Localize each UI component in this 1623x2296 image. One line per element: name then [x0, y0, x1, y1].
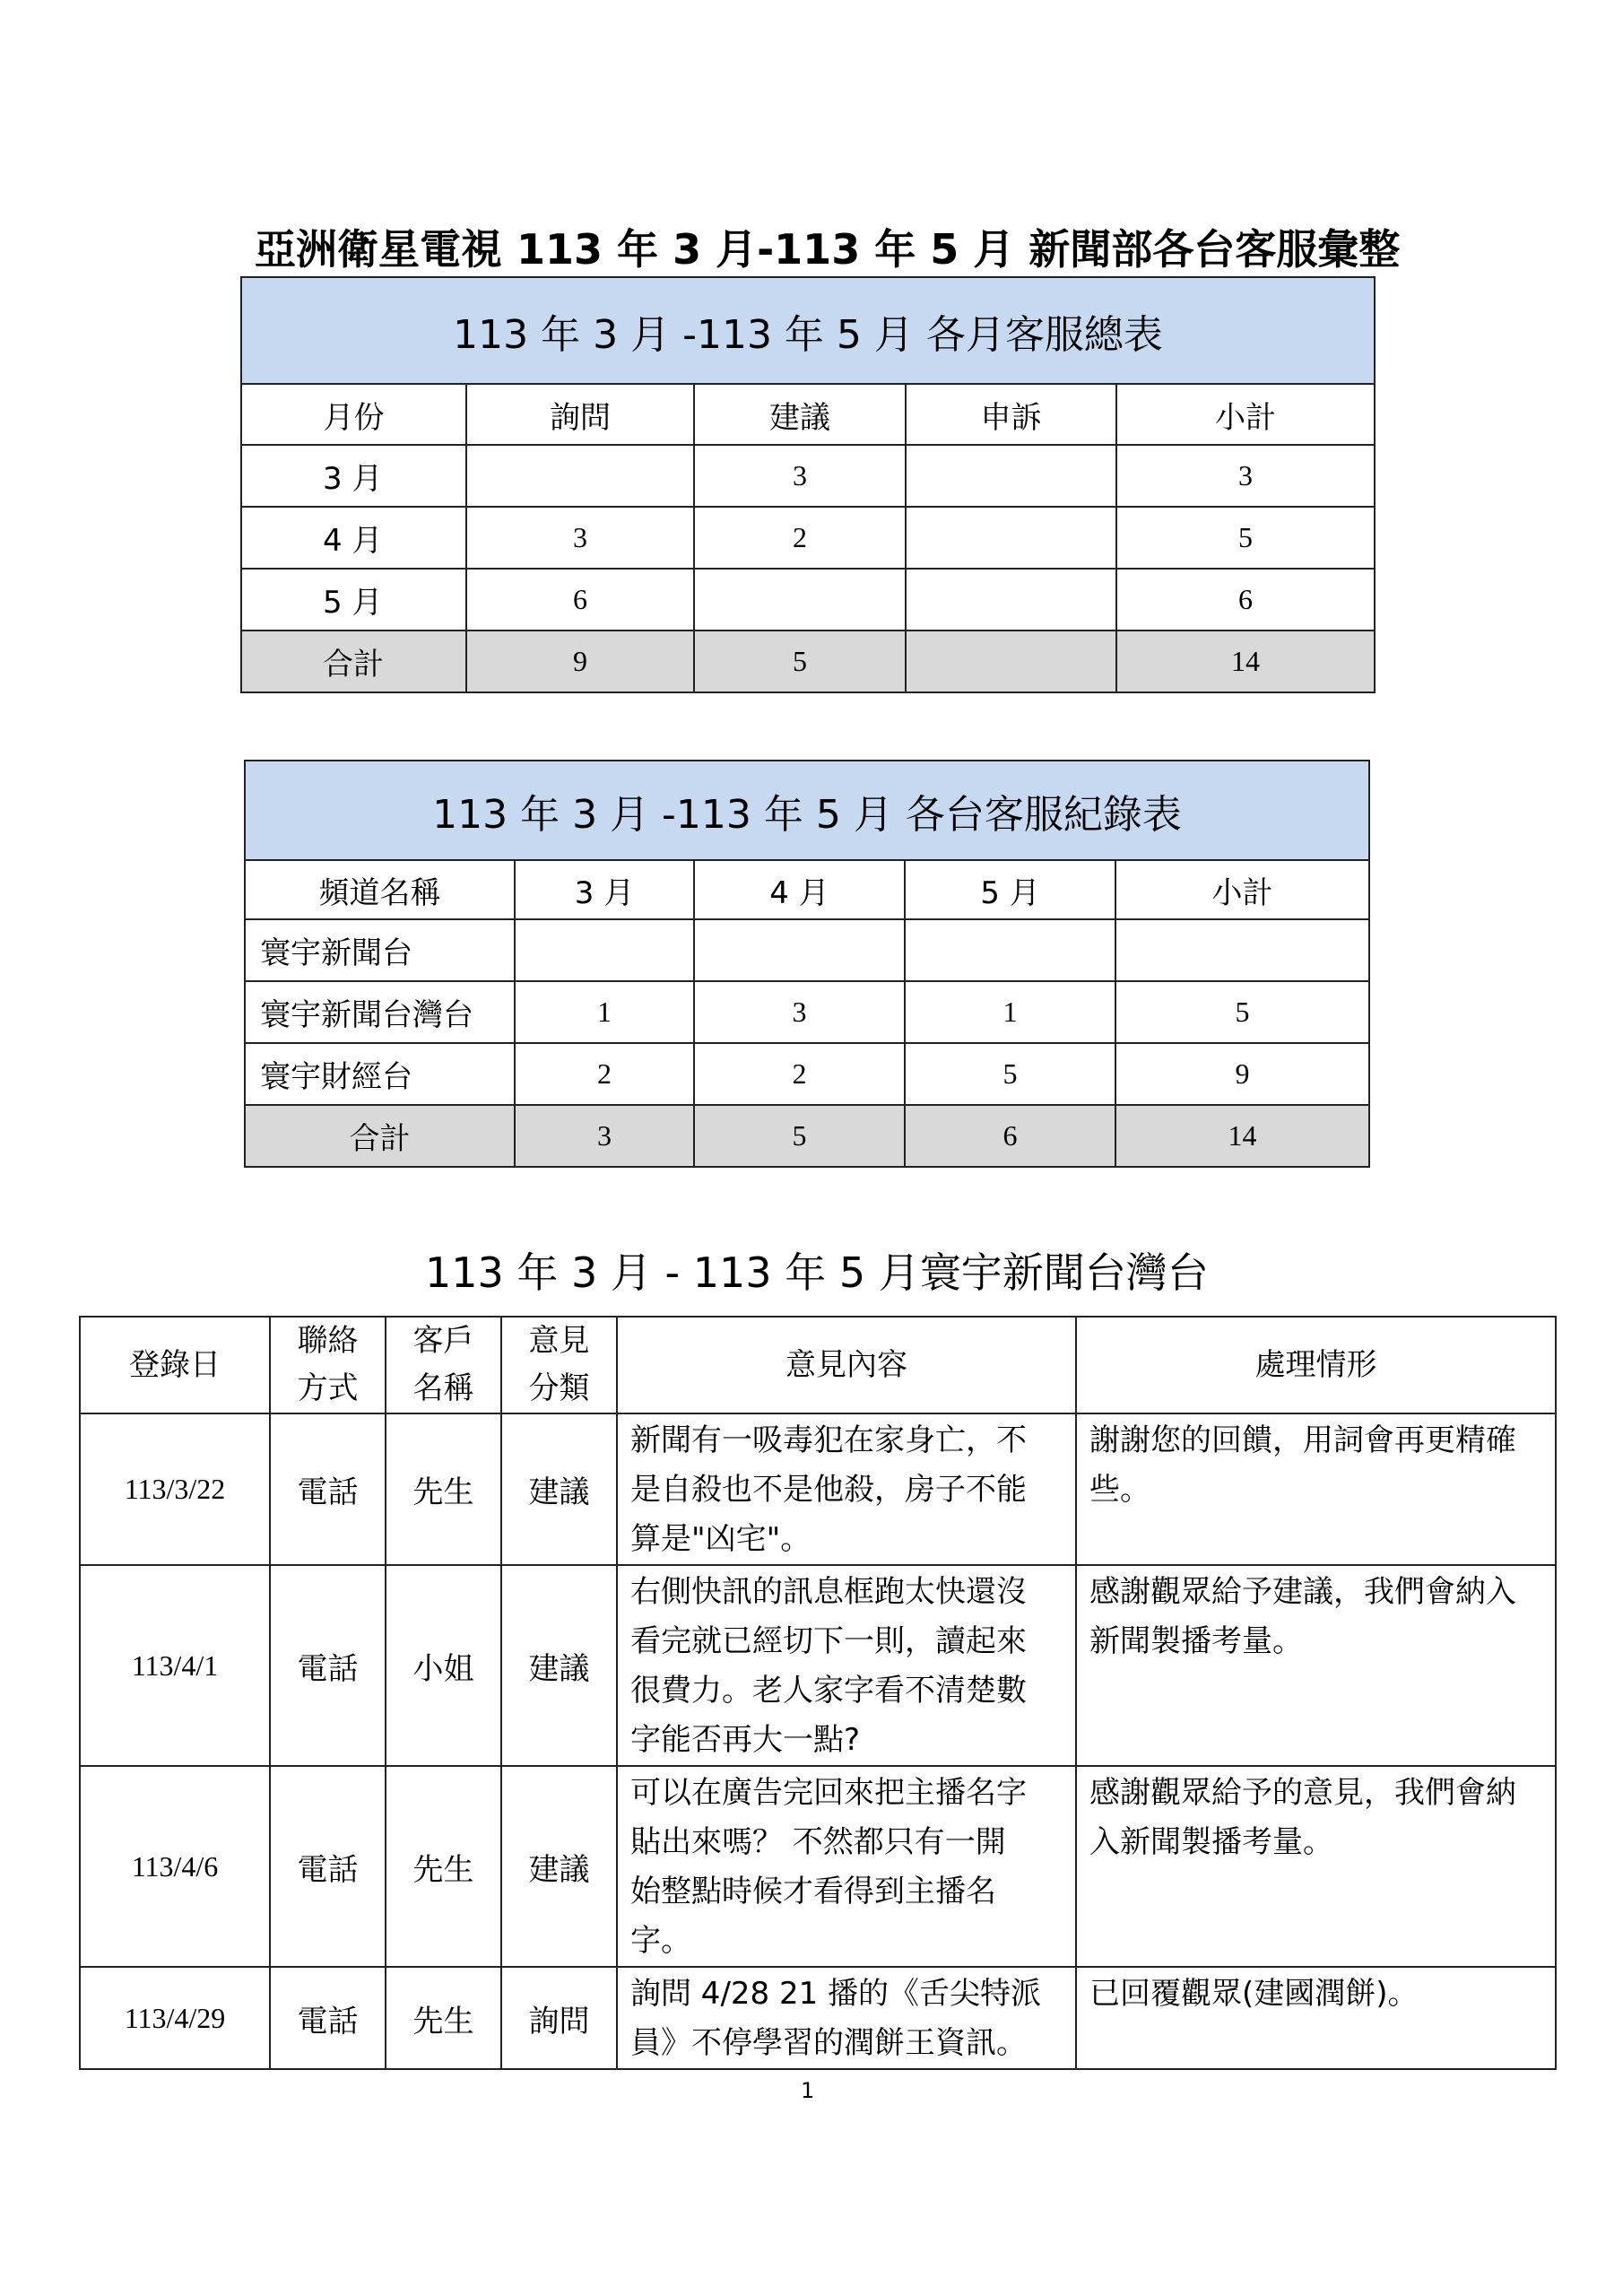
text-line: 員》不停學習的潤餅王資訊。 — [630, 2025, 1027, 2061]
text-line: 字。 — [630, 1923, 691, 1959]
header-line: 客戶 — [412, 1323, 474, 1359]
record-handling — [1076, 1766, 1556, 1967]
record-row — [80, 1565, 1556, 1766]
record-contact: 電話 — [270, 1413, 386, 1565]
table-cell: 3 — [466, 507, 694, 569]
text-line: 始整點時候才看得到主播名 — [630, 1874, 996, 1909]
record-date: 113/4/1 — [80, 1565, 270, 1766]
record-row — [80, 1967, 1556, 2069]
text-line: 已回覆觀眾(建國潤餅)。 — [1089, 1976, 1419, 2012]
table-cell — [694, 919, 905, 981]
page-number: 1 — [801, 2078, 815, 2103]
table-cell: 5 — [1115, 981, 1369, 1043]
summary-header-suggestion: 建議 — [694, 384, 906, 445]
total-label: 合計 — [241, 631, 466, 692]
table-cell: 3 — [694, 981, 905, 1043]
table-cell — [906, 631, 1116, 692]
header-line: 方式 — [297, 1370, 359, 1406]
channel-header-name: 頻道名稱 — [245, 860, 515, 919]
table-cell — [906, 569, 1116, 631]
record-content — [617, 1413, 1076, 1565]
total-label: 合計 — [245, 1105, 515, 1167]
record-category: 詢問 — [501, 1967, 617, 2069]
channel-header-may: 5 月 — [905, 860, 1115, 919]
table-cell: 1 — [515, 981, 694, 1043]
text-line: 些。 — [1089, 1472, 1150, 1508]
channel-header-subtotal: 小計 — [1115, 860, 1369, 919]
text-line: 謝謝您的回饋，用詞會再更精確 — [1089, 1422, 1516, 1458]
header-line: 聯絡 — [297, 1323, 359, 1359]
summary-header-subtotal: 小計 — [1116, 384, 1375, 445]
record-contact: 電話 — [270, 1766, 386, 1967]
record-category: 建議 — [501, 1565, 617, 1766]
table-row — [241, 445, 1375, 507]
text-line: 詢問 4/28 21 播的《舌尖特派 — [630, 1976, 1042, 2012]
text-line: 新聞製播考量。 — [1089, 1623, 1303, 1659]
table-cell: 2 — [515, 1043, 694, 1105]
table-cell: 3 — [515, 1105, 694, 1167]
record-contact: 電話 — [270, 1967, 386, 2069]
table-cell: 6 — [466, 569, 694, 631]
channel-name: 寰宇新聞台 — [245, 919, 515, 981]
record-content — [617, 1565, 1076, 1766]
table-row — [245, 919, 1369, 981]
summary-header-month: 月份 — [241, 384, 466, 445]
channel-name: 寰宇財經台 — [245, 1043, 515, 1105]
channel-record-table — [244, 760, 1370, 1168]
row-label: 3 月 — [241, 445, 466, 507]
table-row — [241, 569, 1375, 631]
table-cell: 6 — [1116, 569, 1375, 631]
channel-header-april: 4 月 — [694, 860, 905, 919]
table-row — [241, 507, 1375, 569]
records-header-customer — [386, 1317, 501, 1413]
text-line: 入新聞製播考量。 — [1089, 1824, 1333, 1860]
record-contact: 電話 — [270, 1565, 386, 1766]
record-category: 建議 — [501, 1413, 617, 1565]
text-line: 感謝觀眾給予建議，我們會納入 — [1089, 1574, 1516, 1610]
records-header-date: 登錄日 — [80, 1317, 270, 1413]
text-line: 感謝觀眾給予的意見，我們會納 — [1089, 1775, 1516, 1811]
table-cell: 6 — [905, 1105, 1115, 1167]
records-header-contact — [270, 1317, 386, 1413]
record-customer: 先生 — [386, 1413, 501, 1565]
table-cell: 14 — [1116, 631, 1375, 692]
text-line: 看完就已經切下一則，讀起來 — [630, 1623, 1027, 1659]
table-cell: 3 — [1116, 445, 1375, 507]
header-line: 分類 — [528, 1370, 590, 1406]
monthly-summary-table — [240, 276, 1376, 693]
summary-table-title: 113 年 3 月 -113 年 5 月 各月客服總表 — [241, 277, 1375, 384]
text-line: 新聞有一吸毒犯在家身亡，不 — [630, 1422, 1027, 1458]
total-row — [245, 1105, 1369, 1167]
table-cell — [1115, 919, 1369, 981]
table-cell: 2 — [694, 507, 906, 569]
table-cell: 5 — [694, 631, 906, 692]
record-customer: 小姐 — [386, 1565, 501, 1766]
customer-records-table — [79, 1316, 1557, 2070]
table-cell — [515, 919, 694, 981]
table-cell — [694, 569, 906, 631]
table-cell — [906, 445, 1116, 507]
record-date: 113/4/29 — [80, 1967, 270, 2069]
header-line: 意見 — [528, 1323, 590, 1359]
table-cell: 1 — [905, 981, 1115, 1043]
page-title: 亞洲衛星電視 113 年 3 月-113 年 5 月 新聞部各台客服彙整 — [255, 225, 1401, 274]
table-cell — [466, 445, 694, 507]
table-cell: 14 — [1115, 1105, 1369, 1167]
records-section-title: 113 年 3 月 - 113 年 5 月寰宇新聞台灣台 — [425, 1248, 1209, 1297]
text-line: 可以在廣告完回來把主播名字 — [630, 1775, 1027, 1811]
records-header-content: 意見內容 — [617, 1317, 1076, 1413]
record-row — [80, 1413, 1556, 1565]
table-cell: 5 — [694, 1105, 905, 1167]
record-content — [617, 1766, 1076, 1967]
table-cell: 5 — [1116, 507, 1375, 569]
text-line: 貼出來嗎？ 不然都只有一開 — [630, 1824, 1006, 1860]
table-cell: 9 — [1115, 1043, 1369, 1105]
table-cell: 9 — [466, 631, 694, 692]
record-customer: 先生 — [386, 1967, 501, 2069]
row-label: 5 月 — [241, 569, 466, 631]
text-line: 算是"凶宅"。 — [630, 1521, 812, 1557]
table-cell: 3 — [694, 445, 906, 507]
total-row — [241, 631, 1375, 692]
table-cell — [906, 507, 1116, 569]
channel-header-march: 3 月 — [515, 860, 694, 919]
summary-header-inquiry: 詢問 — [466, 384, 694, 445]
text-line: 是自殺也不是他殺，房子不能 — [630, 1472, 1027, 1508]
records-header-handling: 處理情形 — [1076, 1317, 1556, 1413]
record-content — [617, 1967, 1076, 2069]
table-cell — [905, 919, 1115, 981]
records-header-category — [501, 1317, 617, 1413]
text-line: 很費力。老人家字看不清楚數 — [630, 1673, 1027, 1709]
text-line: 右側快訊的訊息框跑太快還沒 — [630, 1574, 1027, 1610]
table-row — [245, 1043, 1369, 1105]
record-handling — [1076, 1413, 1556, 1565]
channel-table-title: 113 年 3 月 -113 年 5 月 各台客服紀錄表 — [245, 761, 1369, 860]
record-date: 113/3/22 — [80, 1413, 270, 1565]
summary-header-complaint: 申訴 — [906, 384, 1116, 445]
record-handling — [1076, 1967, 1556, 2069]
record-handling — [1076, 1565, 1556, 1766]
record-date: 113/4/6 — [80, 1766, 270, 1967]
table-cell: 5 — [905, 1043, 1115, 1105]
record-customer: 先生 — [386, 1766, 501, 1967]
row-label: 4 月 — [241, 507, 466, 569]
channel-name: 寰宇新聞台灣台 — [245, 981, 515, 1043]
text-line: 字能否再大一點? — [630, 1722, 861, 1758]
header-line: 名稱 — [412, 1370, 474, 1406]
record-category: 建議 — [501, 1766, 617, 1967]
table-row — [245, 981, 1369, 1043]
record-row — [80, 1766, 1556, 1967]
table-cell: 2 — [694, 1043, 905, 1105]
